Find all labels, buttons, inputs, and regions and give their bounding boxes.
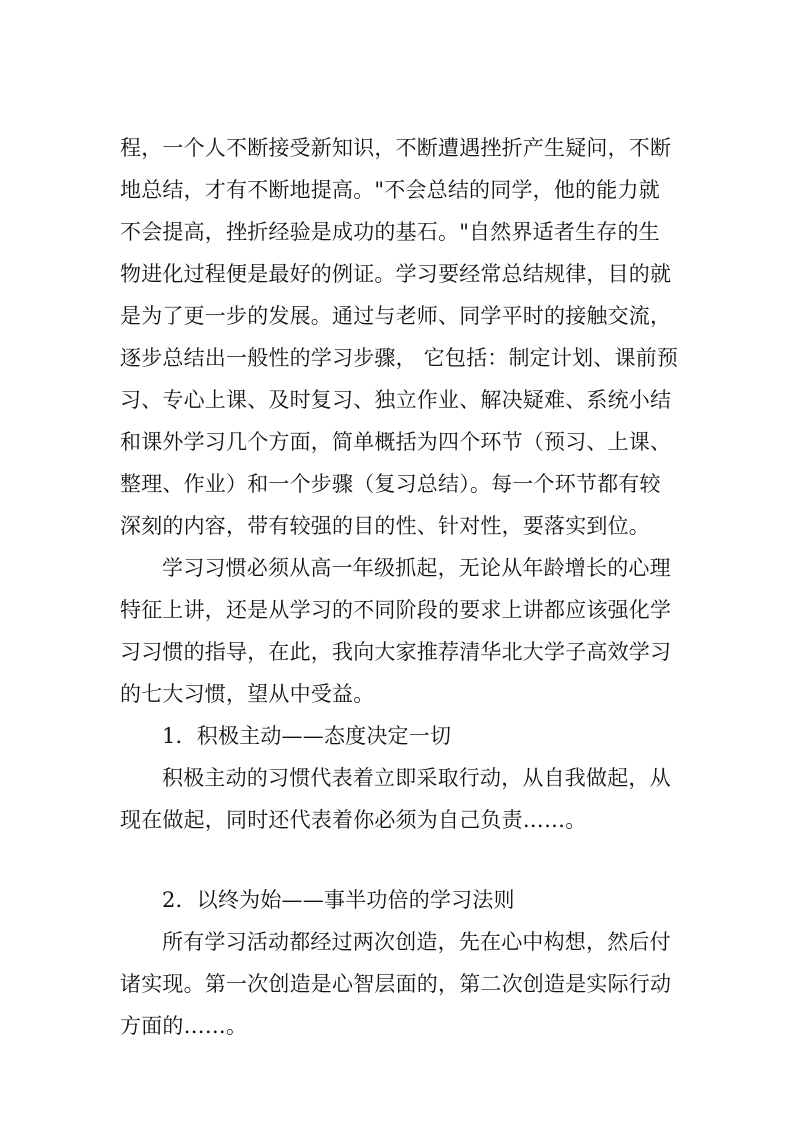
text-line: 现在做起，同时还代表着你必须为自己负责……。 (120, 808, 587, 832)
text-line: 深刻的内容，带有较强的目的性、针对性，要落实到位。 (120, 514, 650, 538)
text-line: 是为了更一步的发展。通过与老师、同学平时的接触交流， (120, 304, 672, 328)
text-line: 和课外学习几个方面，简单概括为四个环节（预习、上课、 (120, 430, 672, 454)
text-line: 逐步总结出一般性的学习步骤， 它包括：制定计划、课前预 (120, 346, 679, 370)
section-heading-2: 2．以终为始——事半功倍的学习法则 (162, 888, 515, 912)
text-line: 程，一个人不断接受新知识，不断遭遇挫折产生疑问，不断 (120, 136, 672, 160)
section-heading-1: 1．积极主动——态度决定一切 (162, 724, 452, 748)
text-line: 不会提高，挫折经验是成功的基石。"自然界适者生存的生 (120, 220, 660, 244)
paragraph-first-line: 学习习惯必须从高一年级抓起，无论从年龄增长的心理 (162, 556, 671, 580)
paragraph-first-line: 积极主动的习惯代表着立即采取行动，从自我做起，从 (162, 766, 671, 790)
text-line: 整理、作业）和一个步骤（复习总结）。每一个环节都有较 (120, 472, 661, 496)
text-line: 习习惯的指导，在此，我向大家推荐清华北大学子高效学习 (120, 640, 672, 664)
text-line: 地总结，才有不断地提高。"不会总结的同学，他的能力就 (120, 178, 660, 202)
paragraph-first-line: 所有学习活动都经过两次创造，先在心中构想，然后付 (162, 930, 671, 954)
text-line: 方面的……。 (120, 1014, 248, 1038)
text-line: 特征上讲，还是从学习的不同阶段的要求上讲都应该强化学 (120, 598, 672, 622)
text-line: 习、专心上课、及时复习、独立作业、解决疑难、系统小结 (120, 388, 672, 412)
text-line: 的七大习惯，望从中受益。 (120, 682, 375, 706)
text-line: 物进化过程便是最好的例证。学习要经常总结规律，目的就 (120, 262, 672, 286)
text-line: 诸实现。第一次创造是心智层面的，第二次创造是实际行动 (120, 972, 672, 996)
